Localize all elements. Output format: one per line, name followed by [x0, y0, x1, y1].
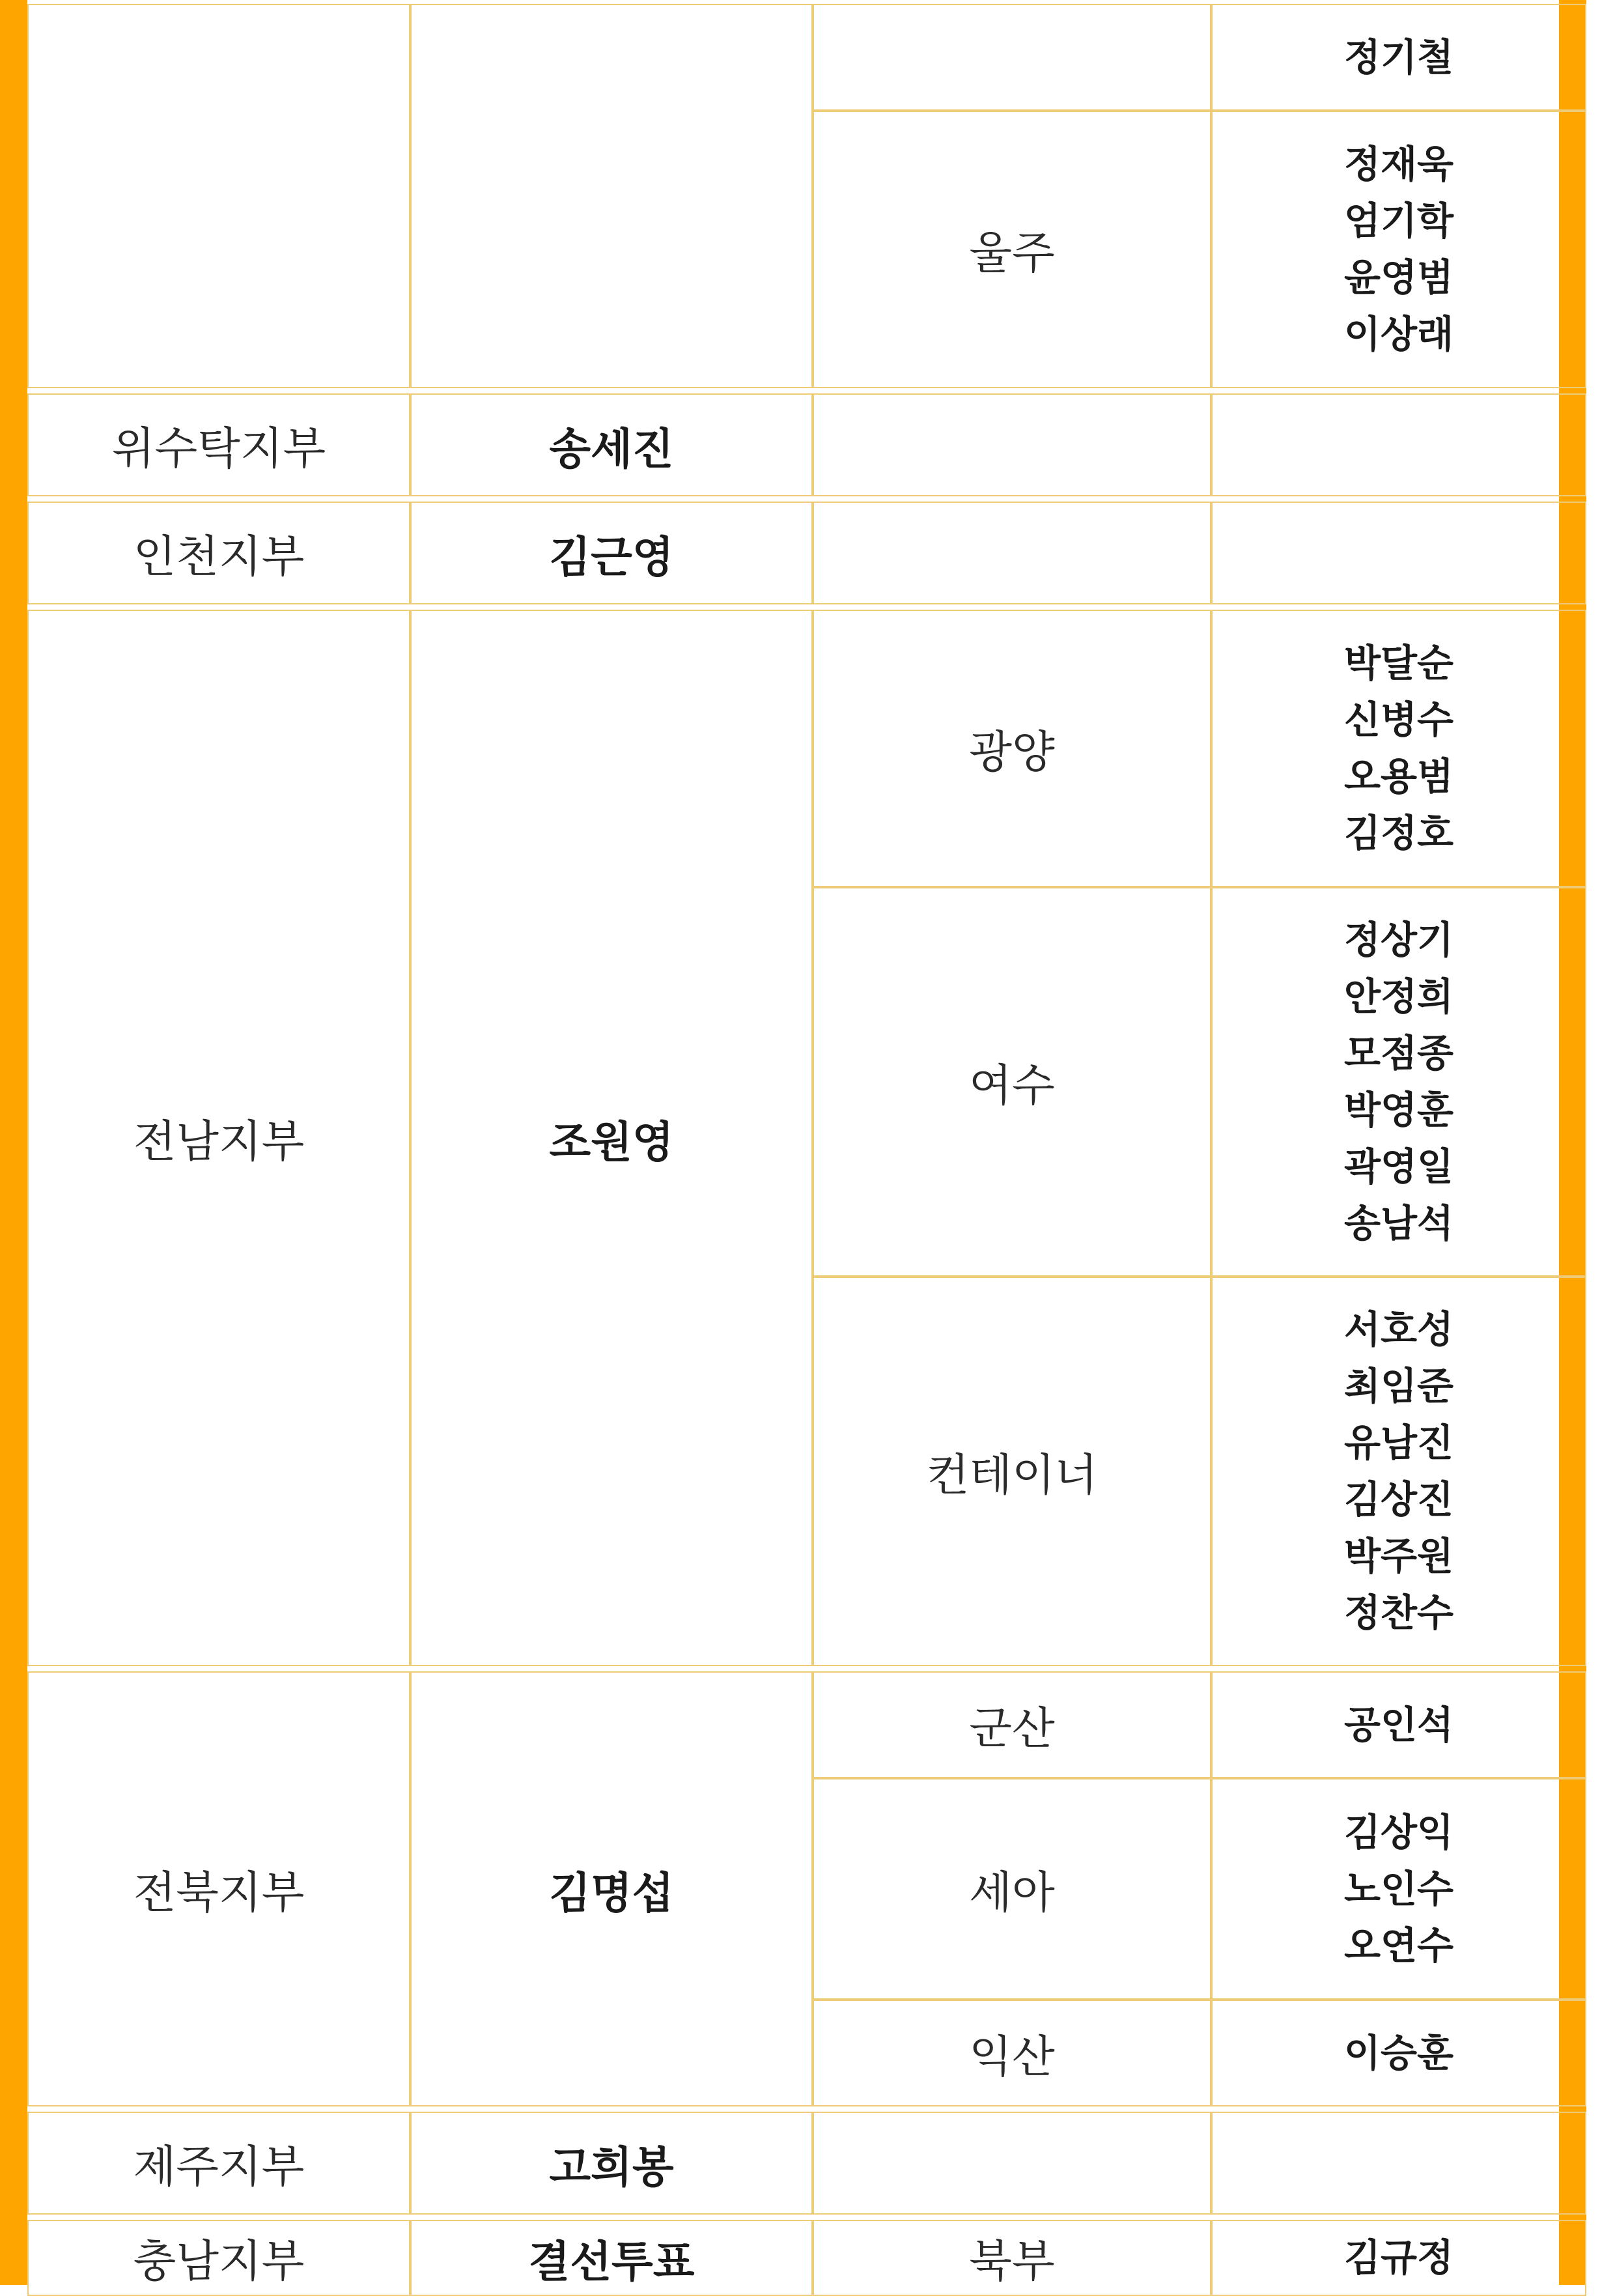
subunit-name: 익산	[969, 2031, 1055, 2083]
member-list	[1344, 1301, 1454, 1641]
subunit-cell	[813, 887, 1211, 1277]
member-name: 박달순	[1343, 641, 1454, 685]
subunit-name: 세아	[969, 1867, 1055, 1919]
member-name: 윤영범	[1343, 255, 1454, 300]
branch-name-cell	[27, 1671, 410, 2106]
branch-name-cell	[27, 393, 410, 496]
branch-leader-cell	[410, 2220, 813, 2296]
member-name: 엄기학	[1343, 199, 1454, 243]
subunit-cell	[813, 2000, 1211, 2106]
member-name: 서호성	[1343, 1307, 1454, 1352]
branch-name: 제주지부	[133, 2141, 305, 2193]
subunit-name: 여수	[969, 1060, 1055, 1112]
member-name: 정기철	[1343, 35, 1454, 79]
member-list	[1344, 635, 1454, 862]
members-cell	[1211, 111, 1586, 388]
branch-name-cell	[27, 4, 410, 388]
branch-name-cell	[27, 502, 410, 604]
members-cell	[1211, 502, 1586, 604]
subunit-cell	[813, 1671, 1211, 1778]
member-name: 오용범	[1343, 754, 1454, 799]
members-cell	[1211, 2220, 1586, 2296]
subunit-cell	[813, 502, 1211, 604]
subunit-name: 군산	[969, 1703, 1055, 1755]
member-list	[1344, 912, 1454, 1252]
branch-leader-cell	[410, 2112, 813, 2215]
member-name: 공인석	[1343, 1702, 1454, 1747]
branch-leader-cell	[410, 1671, 813, 2106]
branch-name-cell	[27, 610, 410, 1666]
member-name: 박영훈	[1343, 1088, 1454, 1132]
branch-leader: 김근영	[549, 531, 674, 582]
subunit-cell	[813, 1277, 1211, 1666]
member-name: 안정희	[1343, 974, 1454, 1019]
member-name: 오연수	[1343, 1923, 1454, 1968]
subunit-name: 울주	[969, 227, 1055, 279]
members-cell	[1211, 610, 1586, 887]
subunit-cell	[813, 2220, 1211, 2296]
member-name: 박주원	[1343, 1534, 1454, 1578]
member-name: 김정호	[1343, 811, 1454, 855]
members-cell	[1211, 2000, 1586, 2106]
branch-name: 위수탁지부	[111, 423, 326, 475]
member-name: 이상래	[1343, 312, 1454, 356]
branch-leader: 조원영	[549, 1116, 674, 1167]
subunit-cell	[813, 1778, 1211, 2000]
branch-name: 전북지부	[133, 1867, 305, 1919]
member-name: 이승훈	[1343, 2030, 1454, 2075]
member-name: 최임준	[1343, 1364, 1454, 1408]
subunit-cell	[813, 4, 1211, 111]
member-list	[1344, 136, 1454, 363]
member-name: 정찬수	[1343, 1591, 1454, 1635]
member-name: 정상기	[1343, 918, 1454, 962]
branch-roster-table	[27, 0, 1586, 2288]
branch-leader-cell	[410, 610, 813, 1666]
members-cell	[1211, 1778, 1586, 2000]
members-cell	[1211, 1277, 1586, 1666]
member-name: 김상진	[1343, 1477, 1454, 1522]
member-list	[1344, 2025, 1454, 2082]
member-name: 노인수	[1343, 1866, 1454, 1911]
member-list	[1344, 1697, 1454, 1753]
subunit-cell	[813, 111, 1211, 388]
branch-name-cell	[27, 2220, 410, 2296]
subunit-name: 광양	[969, 726, 1055, 778]
member-name: 김규정	[1343, 2235, 1454, 2280]
branch-leader: 결선투표	[528, 2237, 695, 2287]
member-list	[1344, 29, 1454, 86]
members-cell	[1211, 1671, 1586, 1778]
member-name: 김상익	[1343, 1809, 1454, 1854]
member-name: 정재욱	[1343, 142, 1454, 186]
subunit-name: 컨테이너	[926, 1449, 1098, 1501]
branch-name: 전남지부	[133, 1116, 305, 1168]
branch-leader: 김명섭	[549, 1867, 674, 1918]
members-cell	[1211, 887, 1586, 1277]
subunit-cell	[813, 393, 1211, 496]
branch-leader: 고희봉	[549, 2142, 674, 2192]
member-name: 곽영일	[1343, 1144, 1454, 1189]
branch-leader-cell	[410, 393, 813, 496]
branch-name-cell	[27, 2112, 410, 2215]
left-accent-bar	[0, 0, 27, 2285]
member-list	[1344, 2230, 1454, 2286]
members-cell	[1211, 2112, 1586, 2215]
member-name: 송남석	[1343, 1201, 1454, 1245]
branch-name: 인천지부	[133, 531, 305, 583]
member-name: 모점종	[1343, 1031, 1454, 1075]
member-list	[1344, 1804, 1454, 1974]
members-cell	[1211, 393, 1586, 496]
branch-name: 충남지부	[133, 2236, 305, 2288]
subunit-name: 북부	[969, 2236, 1055, 2288]
subunit-cell	[813, 610, 1211, 887]
subunit-cell	[813, 2112, 1211, 2215]
member-name: 유남진	[1343, 1421, 1454, 1465]
branch-leader: 송세진	[549, 423, 674, 474]
members-cell	[1211, 4, 1586, 111]
member-name: 신병수	[1343, 698, 1454, 742]
branch-leader-cell	[410, 502, 813, 604]
branch-leader-cell	[410, 4, 813, 388]
